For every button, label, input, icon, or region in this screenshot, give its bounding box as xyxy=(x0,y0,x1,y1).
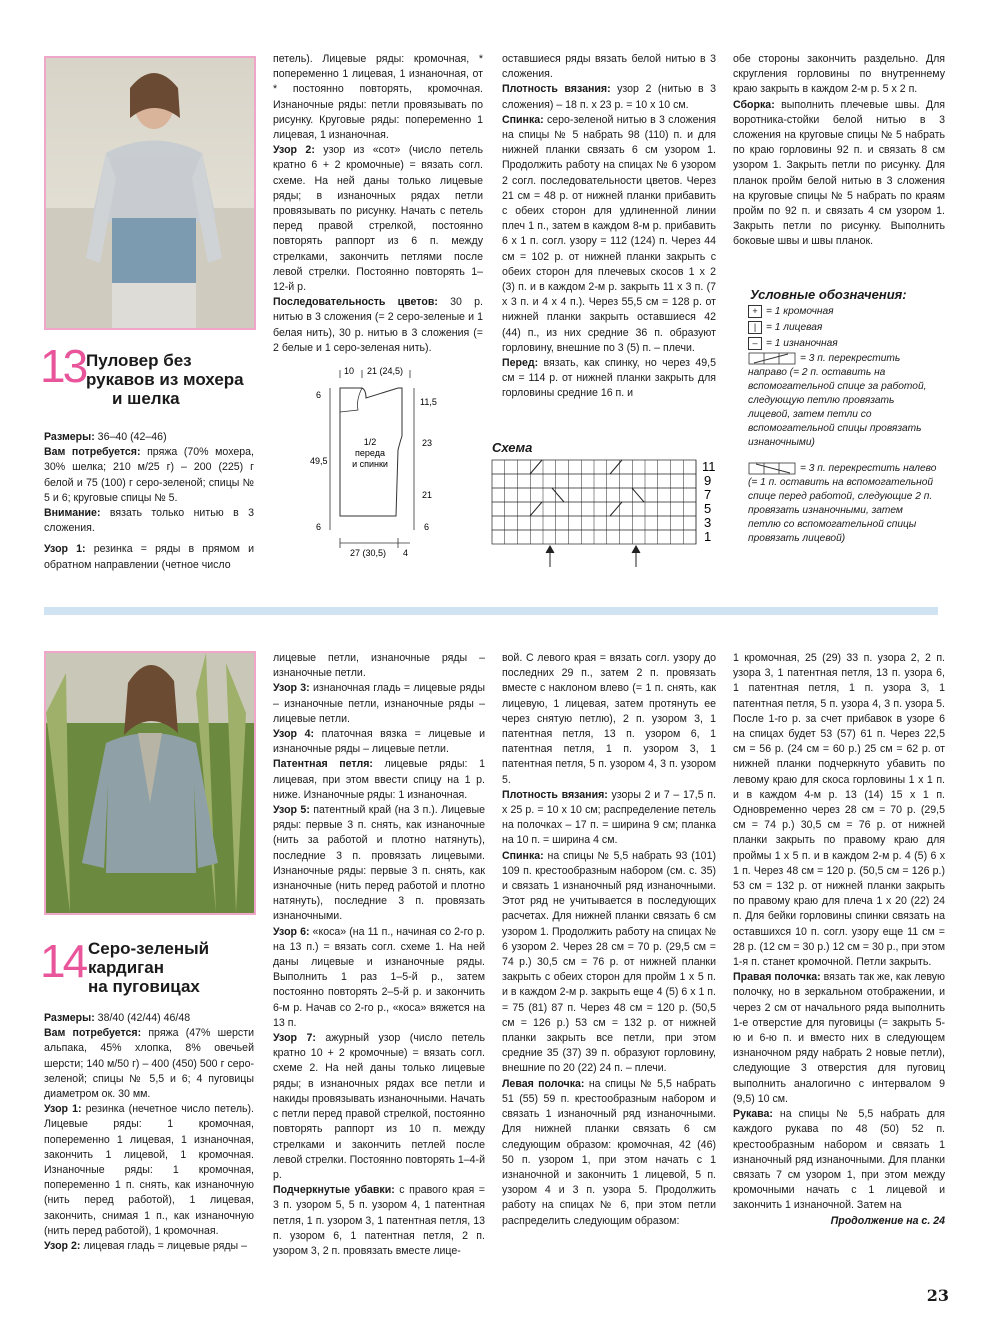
row-5: 5 xyxy=(704,501,712,516)
text: пряжа (47% шерсти альпака, 45% хлопка, 8% овечьей шерсти; 140 м/50 г) – 400 (450) 500 г серо-зеленой; спицы № 5,5 и 6; 4 пуговицы диаметром ок. 30 мм. xyxy=(44,1027,254,1101)
text: резинка = ряды в прямом и обратном направлении (четное число xyxy=(44,543,254,571)
s14-pattern1 xyxy=(44,1102,254,1239)
text: вязать так же, как левую полочку, но в зеркальном отображении, и через 2 см от начального ряда выполнить 1-е отверстие для пуговицы (= закрыть 5-ю и 6-ю п. и вместо них в следующем изнаночном ряду набрать 2 новые петли), следующие 3 отверстия для пуговиц выполнить аналогично с интервалом 9 (9,5) 10 см. xyxy=(733,971,945,1105)
dim-right-6: 6 xyxy=(424,522,430,532)
dim-left-495: 49,5 xyxy=(310,456,328,466)
s13-c2-p2 xyxy=(273,295,483,356)
label: Узор 2: xyxy=(273,144,315,157)
s14-column-2 xyxy=(273,651,485,1259)
s14-materials xyxy=(44,1026,254,1102)
pullover-photo-image xyxy=(46,58,254,328)
title-14-line2: кардиган xyxy=(88,958,164,977)
dim-left-6a: 6 xyxy=(316,390,322,400)
text: 30 р. нитью в 3 сложения (= 2 серо-зеленые и 1 белая нить), 30 р. нитью в 3 сложения (= 2 белые и 1 серо-зеленая нить). xyxy=(273,296,483,354)
s13-column-1 xyxy=(44,430,254,573)
text: узоры 2 и 7 – 17,5 п. х 25 р. = 10 х 10 см; распределение петель на полочках – 17 п. = ширина 9 см; планка на 10 п. = ширина 4 см. xyxy=(502,788,716,847)
title-13-line1: Пуловер без xyxy=(86,351,192,370)
legend-text: = 1 лицевая xyxy=(766,322,823,334)
label: Вам потребуется: xyxy=(44,1027,142,1040)
label: Узор 1: xyxy=(44,1103,82,1116)
title-13-line2: рукавов из мохера xyxy=(86,370,244,389)
s14-c2-p1 xyxy=(273,681,485,727)
dim-right-21: 21 xyxy=(422,490,433,500)
s13-column-2 xyxy=(273,52,483,356)
text: лицевая гладь = лицевые ряды – xyxy=(80,1240,247,1253)
title-14 xyxy=(88,939,258,996)
dim-bottom-r: 4 xyxy=(403,548,409,558)
label: Узор 1: xyxy=(44,543,86,556)
text: изнаночная гладь = лицевые ряды – изнаночные петли, изнаночные ряды – лицевые петли. xyxy=(273,682,485,725)
row-3: 3 xyxy=(704,515,712,530)
text: резинка (нечетное число петель). Лицевые ряды: 1 кромочная, попеременно 1 лицевая, 1 изнаночная, закончить 1 лицевой, 1 кромочная. Изнаночные ряды: 1 кромочная, попеременно 1 п. снять, как изнаночную (нить перед работой), 1 лицевая, закончить, снимая 1 п., как изнаночную (нить перед работой), 1 кромочная. xyxy=(44,1103,254,1237)
pullover-photo xyxy=(44,56,256,330)
legend-text: = 1 кромочная xyxy=(766,306,834,318)
text: на спицы № 5,5 набрать для каждого рукава по 48 (50) 52 п. крестообразным набором и связать 1 изнаночный ряд изнаночными. Для планки связать 7 см узором 1, при этом между кромочными начать с 1 лицевой и закончить 1 изнаночной. Затем на xyxy=(733,1108,945,1212)
s13-column-3 xyxy=(502,52,716,402)
text: лицевые ряды: 1 лицевая, при этом ввести спицу на 1 р. ниже. Изнаночные ряды: 1 изнаночная. xyxy=(273,758,485,801)
label: Внимание: xyxy=(44,507,101,520)
piece-label-3: и спинки xyxy=(352,459,388,469)
text: ажурный узор (число петель кратно 10 + 2 кромочные) = вязать согл. схеме 2. На ней даны только лицевые ряды; в изнаночных рядах все петли и накиды провязывать изнаночными. Начать с петли перед правой стрелкой, постоянно повторять раппорт из 10 п. между стрелками и закончить петлей после левой стрелки. Постоянно повторять 1–4-й р. xyxy=(273,1032,485,1181)
stitch-schema xyxy=(490,457,722,575)
s14-c2-p2 xyxy=(273,727,485,757)
s13-materials xyxy=(44,445,254,506)
legend-title: Условные обозначения: xyxy=(750,287,907,302)
dim-right-115: 11,5 xyxy=(420,397,437,407)
page-number: 23 xyxy=(926,1286,949,1305)
cross-right-text: = 3 п. перекрестить направо (= 2 п. оставить на вспомогательной спице за работой, следующую петлю провязать лицевой, затем петли со вспомогательной спицы провязать изнаночными) xyxy=(748,353,927,448)
text: узор 2 (нитью в 3 сложения) – 18 п. х 23 р. = 10 х 10 см. xyxy=(502,83,716,111)
s14-left-front xyxy=(502,1077,716,1229)
dim-top-right: 21 (24,5) xyxy=(367,366,404,376)
label: Спинка: xyxy=(502,113,544,126)
s14-c2-p7 xyxy=(273,1183,485,1259)
s14-c2-p3 xyxy=(273,757,485,803)
legend-cross-left xyxy=(748,462,938,546)
s14-density xyxy=(502,788,716,849)
schema-row-numbers xyxy=(702,459,716,544)
label: Плотность вязания: xyxy=(502,83,611,96)
label: Сборка: xyxy=(733,98,775,111)
dim-top-left: 10 xyxy=(344,366,355,376)
s13-c2-p0: петель). Лицевые ряды: кромочная, * попеременно 1 лицевая, 1 изнаночная, от * постоянно повторять, кромочная. Изнаночные ряды: петли провязывать по рисунку. Круговые ряды: попеременно 1 лицевая, 1 изнаночная. xyxy=(273,53,483,142)
label: Последовательность цветов: xyxy=(273,296,438,309)
row-7: 7 xyxy=(704,487,712,502)
piece-label-2: переда xyxy=(355,448,385,458)
s14-column-4 xyxy=(733,651,945,1229)
schema-title: Схема xyxy=(492,440,533,455)
legend-edge xyxy=(748,305,834,319)
text: патентный край (на 3 п.). Лицевые ряды: первые 3 п. снять, как изнаночные (нить за работой и плотно натянуть), последние 3 п. провязать лицевыми. Изнаночные ряды: первые 3 п. снять, как изнаночные (нить перед работой и плотно натянуть), последние 3 п. провязать изнаночными. xyxy=(273,804,485,923)
label: Узор 2: xyxy=(44,1240,81,1253)
purl-stitch-icon: – xyxy=(748,337,762,350)
text: с правого края = 3 п. узором 5, 5 п. узором 4, 1 патентная петля, 1 п. узором 3, 1 патентная петля, 13 п. узором 6, 1 патентная петля, 2 п. узором 3, 2 п. провязать вместе лице- xyxy=(273,1184,485,1257)
dim-bottom: 27 (30,5) xyxy=(350,548,387,558)
label: Левая полочка: xyxy=(502,1077,585,1090)
cardigan-photo xyxy=(44,651,256,915)
s13-c3-p0: оставшиеся ряды вязать белой нитью в 3 сложения. xyxy=(502,53,716,81)
label: Патентная петля: xyxy=(273,758,373,771)
garment-pattern-diagram xyxy=(300,360,450,565)
s14-back xyxy=(502,849,716,1077)
label: Размеры: xyxy=(44,431,95,443)
row-1: 1 xyxy=(704,529,712,544)
s14-sleeves xyxy=(733,1107,945,1213)
label: Узор 5: xyxy=(273,804,310,817)
text: 38/40 (42/44) 46/48 xyxy=(94,1012,191,1024)
s14-c4-p0: 1 кромочная, 25 (29) 33 п. узора 2, 2 п. узора 3, 1 патентная петля, 13 п. узора 6, 1 патентная петля, 1 п. узора 3, 1 патентная петля, 5 п. узора 4, 3 п. узора 5. После 1-го р. за счет прибавок в узоре 6 на спицах будет 53 (57) 61 п. Через 22,5 см = 56 р. (24 см = 60 р.) 25 см = 62 р. от нижней планки подчеркнуто убавить по левому краю для скоса горловины 1 х 1 п. и в каждом 4-м р. 13 (14) 15 х 1 п. Одновременно через 28 см = 70 р. (29,5 см = 74 р.) 30,5 см = 76 р. от нижней планки закрыть по правому краю для проймы 1 х 5 п. и в каждом 2-м р. 4 (5) 6 х 1 п. Через 48 см = 120 р. (50,5 см = 126 р.) 53 см = 132 р. от нижней планки закрыть по правому краю для плеча 1 х 20 (22) 24 п. Для бейки горловины спинки связать на оставшихся 10 п. согл. узору еще 11 см = 28 р. (12 см = 30 р.) 12 см = 30 р., при этом 1-я п. станет кромочной. Петли закрыть. xyxy=(733,652,945,969)
section-divider xyxy=(44,607,938,615)
cardigan-photo-image xyxy=(46,653,254,913)
label: Спинка: xyxy=(502,849,544,862)
title-13-line3: и шелка xyxy=(112,389,180,408)
title-14-line3: на пуговицах xyxy=(88,977,200,996)
text: на спицы № 5,5 набрать 51 (55) 59 п. крестообразным набором и связать 1 изнаночный ряд изнаночными. Для нижней планки связать 6 см следующим образом: кромочная, 42 (46) 50 п. узором 1, при этом начать с 1 изнаночной и закончить 1 лицевой, 5 п. узором 4 и 3 п. узора 5. Продолжить работу на спицах № 6, при этом петли распределить следующим образом: xyxy=(502,1077,716,1227)
title-13 xyxy=(86,351,256,408)
text: вязать только нитью в 3 сложения. xyxy=(44,507,254,535)
label: Узор 7: xyxy=(273,1032,316,1045)
legend-knit xyxy=(748,321,822,335)
row-9: 9 xyxy=(704,473,712,488)
label: Подчеркнутые убавки: xyxy=(273,1184,395,1197)
text: вязать, как спинку, но через 49,5 см = 114 р. от нижней планки закрыть для горловины средние 16 п. и xyxy=(502,357,716,400)
s14-column-3 xyxy=(502,651,716,1229)
schema-arrows xyxy=(546,546,640,567)
s13-back xyxy=(502,113,716,356)
s13-sizes xyxy=(44,430,254,445)
knit-stitch-icon: | xyxy=(748,321,762,334)
label: Перед: xyxy=(502,357,539,370)
s13-column-4 xyxy=(733,52,945,250)
s14-c2-p4 xyxy=(273,803,485,925)
legend-cross-right xyxy=(748,352,938,450)
cross-left-text: = 3 п. перекрестить налево (= 1 п. оставить на вспомогательной спице перед работой, следующие 2 п. провязать изнаночными, затем петлю со вспомогательной спицы провязать лицевой) xyxy=(748,463,937,544)
s13-assembly xyxy=(733,98,945,250)
text: платочная вязка = лицевые и изнаночные ряды – лицевые петли. xyxy=(273,728,485,756)
edge-stitch-icon: + xyxy=(748,305,762,318)
s13-front xyxy=(502,356,716,402)
s13-density xyxy=(502,82,716,112)
label: Плотность вязания: xyxy=(502,788,608,801)
label: Рукава: xyxy=(733,1108,773,1121)
model-number-13: 13 xyxy=(40,340,86,392)
s14-c2-p6 xyxy=(273,1031,485,1183)
legend-purl xyxy=(748,337,838,351)
text: на спицы № 5,5 набрать 93 (101) 109 п. крестообразным набором (см. с. 35) и связать 1 изнаночный ряд изнаночными. Этот ряд не учитывается в последующих расчетах. Для нижней планки связать 6 см узором 1. Продолжить работу на спицах № 6 узором 2. Через 28 см = 70 р. (29,5 см = 74 р.) 30,5 см = 76 р. от нижней планки закрыть с обеих сторон для пройм 1 х 5 п. и в каждом 2-м р. закрыть еще 4 (5) 6 х 1 п. = 75 (81) 87 п. Через 48 см = 120 р. (50,5 см = 126 р.) 53 см = 132 р. от нижней планки закрыть все петли, при этом средние 35 (37) 39 п. образуют горловину, внешние по 20 (22) 24 п. – плечи. xyxy=(502,849,716,1075)
text: «коса» (на 11 п., начиная со 2-го р. на 13 п.) = вязать согл. схеме 1. На ней даны лицевые и изнаночные ряды. Выполнить 1 раз 1–5-й р., затем постоянно повторять 2–5-й р. и закончить 6-м р. Начав со 2-го р., «коса» вяжется на 13 п. xyxy=(273,925,485,1029)
text: пряжа (70% мохера, 30% шелка; 210 м/25 г) – 200 (225) г белой и 75 (100) г серо-зеленой; спицы № 5 и 6; круговые спицы № 5. xyxy=(44,446,254,504)
cross-left-icon xyxy=(748,462,796,475)
s14-column-1 xyxy=(44,1011,254,1254)
cross-right-icon xyxy=(748,352,796,365)
dim-right-23: 23 xyxy=(422,438,433,448)
row-11: 11 xyxy=(702,459,716,474)
s13-pattern1 xyxy=(44,542,254,572)
s14-c3-p0: вой. С левого края = вязать согл. узору до последних 29 п., затем 2 п. провязать вместе с наклоном влево (= 1 п. снять, как лицевую, 1 лицевая, затем протянуть ее через снятую петлю), 2 п. узором 3, 1 патентная петля, 13 п. узором 6, 1 патентная петля, 1 п. узором 3, 1 патентная петля, 5 п. узором 4, 3 п. узором 5. xyxy=(502,652,716,786)
s14-pattern2 xyxy=(44,1239,254,1254)
s14-sizes xyxy=(44,1011,254,1026)
label: Правая полочка: xyxy=(733,971,821,984)
label: Размеры: xyxy=(44,1012,95,1024)
text: 36–40 (42–46) xyxy=(94,431,167,443)
s14-right-front xyxy=(733,970,945,1107)
title-14-line1: Серо-зеленый xyxy=(88,939,210,958)
s13-c2-p1 xyxy=(273,143,483,295)
s13-c4-p0: обе стороны закончить раздельно. Для скругления горловины по внутреннему краю закрыть в каждом 2-м р. 5 х 2 п. xyxy=(733,53,945,96)
s14-c2-p5 xyxy=(273,925,485,1031)
label: Узор 4: xyxy=(273,728,315,741)
dim-left-6b: 6 xyxy=(316,522,322,532)
model-number-14: 14 xyxy=(40,935,86,987)
s14-c2-p0: лицевые петли, изнаночные ряды – изнаночные петли. xyxy=(273,652,485,680)
s13-attention xyxy=(44,506,254,536)
legend-text: = 1 изнаночная xyxy=(766,338,838,350)
label: Вам потребуется: xyxy=(44,446,141,459)
label: Узор 3: xyxy=(273,682,310,695)
text: узор из «сот» (число петель кратно 6 + 2 кромочные) = вязать согл. схеме. На ней даны только лицевые ряды; в изнаночных рядах петли провязывать по рисунку. Начать с петель перед правой стрелкой, постоянно повторять раппорт из 6 п. между стрелками, закончить петлями после левой стрелки. Постоянно повторять 1–12-й р. xyxy=(273,144,483,294)
text: выполнить плечевые швы. Для воротника-стойки белой нитью в 3 сложения на круговые спицы № 5 набрать по краю горловины 92 п. и связать 8 см узором 1. Закрыть петли по рисунку. Для планок пройм белой нитью в 3 сложения на круговые спицы № 5 набрать по краям пройм по 92 п. и связать 4 см узором 1. Закрыть петли по рисунку. Выполнить боковые швы и швы планок. xyxy=(733,98,945,248)
piece-label-1: 1/2 xyxy=(363,437,377,447)
continue-note[interactable]: Продолжение на с. 24 xyxy=(830,1214,945,1227)
text: серо-зеленой нитью в 3 сложения на спицы № 5 набрать 98 (110) п. и для нижней планки связать 6 см узором 1. Продолжить работу на спицах № 6 узором 2 согл. последовательности цветов. Через 21 см = 48 р. от нижней планки прибавить с обеих сторон для удлиненной линии плеч 1 п., затем в каждом 8-м р. прибавить 6 х 1 п. согл. узору = 112 (124) п. Через 44 см = 102 р. от нижней планки закрыть с обеих сторон для плечевых скосов 1 х 2 (3) п. и в каждом 2-м р. закрыть 11 х 3 п. (7 х 3 п. и 4 х 4 п.). Через 55,5 см = 128 р. от нижней планки закрыть оставшиеся 42 (44) п., из них средние 36 п. образуют горловину, внешние по 3 (5) п. – плечи. xyxy=(502,113,716,354)
label: Узор 6: xyxy=(273,925,310,938)
